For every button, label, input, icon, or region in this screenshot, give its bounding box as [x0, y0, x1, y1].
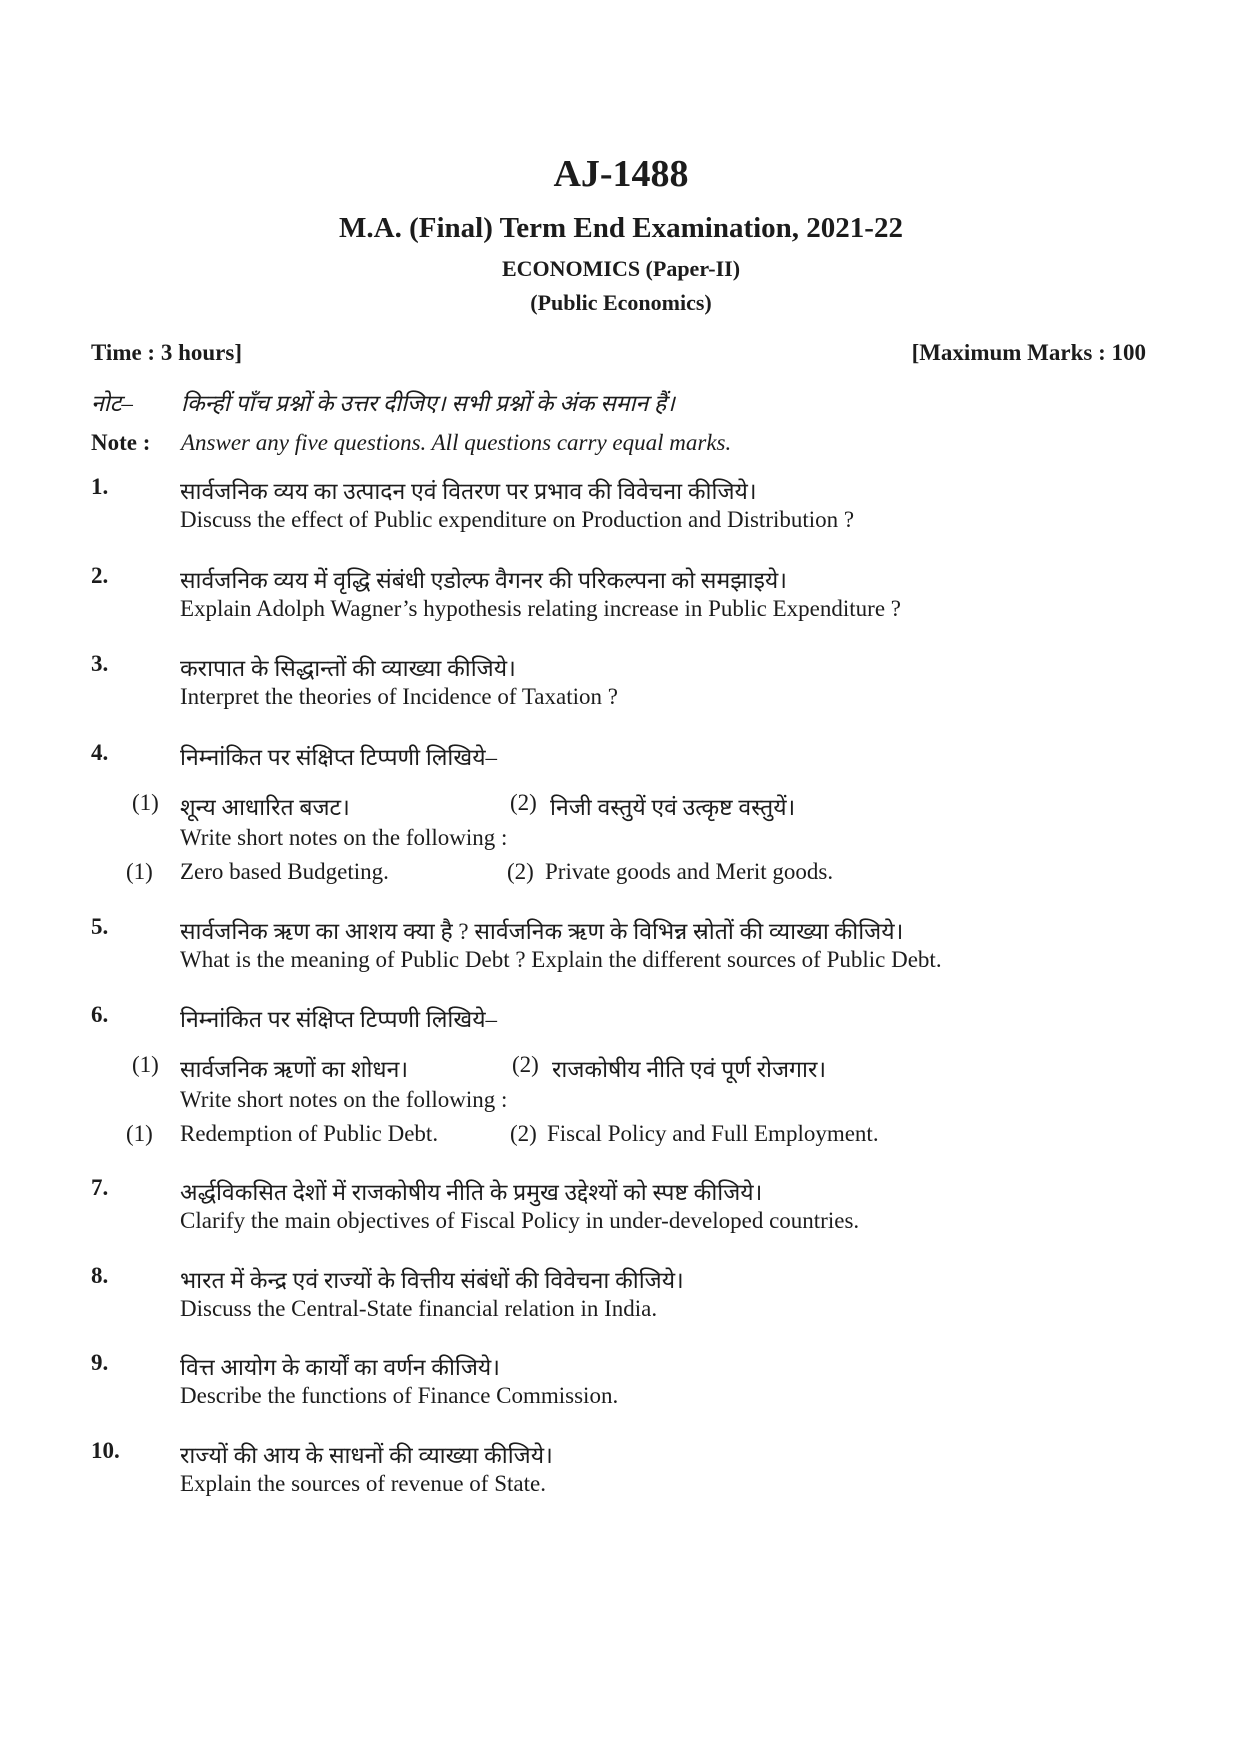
sub-item-english: Private goods and Merit goods. [545, 859, 834, 884]
question-number: 5. [91, 914, 109, 939]
subject-title: ECONOMICS (Paper-II) [501, 256, 741, 281]
question-hindi: सार्वजनिक ऋण का आशय क्या है ? सार्वजनिक ऋण के विभिन्न स्रोतों की व्याख्या कीजिये। [180, 919, 904, 944]
question-number: 1. [91, 474, 109, 499]
question-hindi: निम्नांकित पर संक्षिप्त टिप्पणी लिखिये– [180, 745, 498, 770]
question-number: 9. [91, 1350, 109, 1375]
sub-item-english: Zero based Budgeting. [180, 859, 389, 884]
question-number: 8. [91, 1263, 109, 1288]
maximum-marks: [Maximum Marks : 100 [911, 340, 1146, 365]
sub-item-number: (2) [512, 1052, 539, 1077]
paper-code: AJ-1488 [553, 153, 689, 195]
question-number: 10. [91, 1438, 120, 1463]
sub-item-number: (1) [132, 790, 159, 815]
question-number: 3. [91, 651, 109, 676]
question-hindi: वित्त आयोग के कार्यों का वर्णन कीजिये। [180, 1355, 500, 1380]
sub-item-number: (1) [126, 1121, 153, 1146]
sub-item-english: Redemption of Public Debt. [180, 1121, 439, 1146]
sub-item-number: (2) [510, 1121, 537, 1146]
time-allowed: Time : 3 hours] [91, 340, 242, 365]
question-number: 7. [91, 1175, 109, 1200]
exam-title: M.A. (Final) Term End Examination, 2021-22 [339, 212, 903, 244]
sub-item-hindi: सार्वजनिक ऋणों का शोधन। [180, 1057, 409, 1082]
note-hindi-text: किन्हीं पाँच प्रश्नों के उत्तर दीजिए। सभी प्रश्नों के अंक समान हैं। [181, 391, 675, 416]
question-hindi: सार्वजनिक व्यय का उत्पादन एवं वितरण पर प्रभाव की विवेचना कीजिये। [180, 479, 757, 504]
note-english-text: Answer any five questions. All questions carry equal marks. [181, 430, 732, 455]
question-english: Clarify the main objectives of Fiscal Policy in under-developed countries. [180, 1208, 860, 1233]
question-hindi: करापात के सिद्धान्तों की व्याख्या कीजिये। [180, 656, 516, 681]
sub-item-number: (2) [507, 859, 534, 884]
sub-item-english: Fiscal Policy and Full Employment. [547, 1121, 879, 1146]
note-english-label: Note : [91, 430, 151, 455]
sub-item-hindi: राजकोषीय नीति एवं पूर्ण रोजगार। [552, 1057, 827, 1082]
question-english: What is the meaning of Public Debt ? Explain the different sources of Public Debt. [180, 947, 942, 972]
question-english: Discuss the Central-State financial relation in India. [180, 1296, 658, 1321]
sub-item-hindi: शून्य आधारित बजट। [180, 795, 350, 820]
question-english: Interpret the theories of Incidence of Taxation ? [180, 684, 618, 709]
question-english: Discuss the effect of Public expenditure on Production and Distribution ? [180, 507, 855, 532]
question-number: 2. [91, 563, 109, 588]
question-hindi: निम्नांकित पर संक्षिप्त टिप्पणी लिखिये– [180, 1007, 498, 1032]
note-english [91, 430, 731, 456]
sub-item-hindi: निजी वस्तुयें एवं उत्कृष्ट वस्तुयें। [550, 795, 796, 820]
question-english: Describe the functions of Finance Commission. [180, 1383, 619, 1408]
sub-item-number: (1) [132, 1052, 159, 1077]
question-hindi: सार्वजनिक व्यय में वृद्धि संबंधी एडोल्फ वैगनर की परिकल्पना को समझाइये। [180, 568, 787, 593]
sub-item-number: (2) [510, 790, 537, 815]
question-hindi: अर्द्धविकसित देशों में राजकोषीय नीति के प्रमुख उद्देश्यों को स्पष्ट कीजिये। [180, 1180, 763, 1205]
question-english: Write short notes on the following : [180, 825, 508, 850]
question-number: 4. [91, 740, 109, 765]
question-hindi: राज्यों की आय के साधनों की व्याख्या कीजिये। [180, 1443, 553, 1468]
sub-item-number: (1) [126, 859, 153, 884]
question-english: Write short notes on the following : [180, 1087, 508, 1112]
question-number: 6. [91, 1002, 109, 1027]
note-hindi-label: नोट– [91, 391, 133, 416]
question-hindi: भारत में केन्द्र एवं राज्यों के वित्तीय संबंधों की विवेचना कीजिये। [180, 1268, 684, 1293]
paper-subtitle: (Public Economics) [530, 290, 712, 315]
note-hindi [91, 386, 675, 418]
question-english: Explain the sources of revenue of State. [180, 1471, 546, 1496]
question-english: Explain Adolph Wagner’s hypothesis relating increase in Public Expenditure ? [180, 596, 901, 621]
